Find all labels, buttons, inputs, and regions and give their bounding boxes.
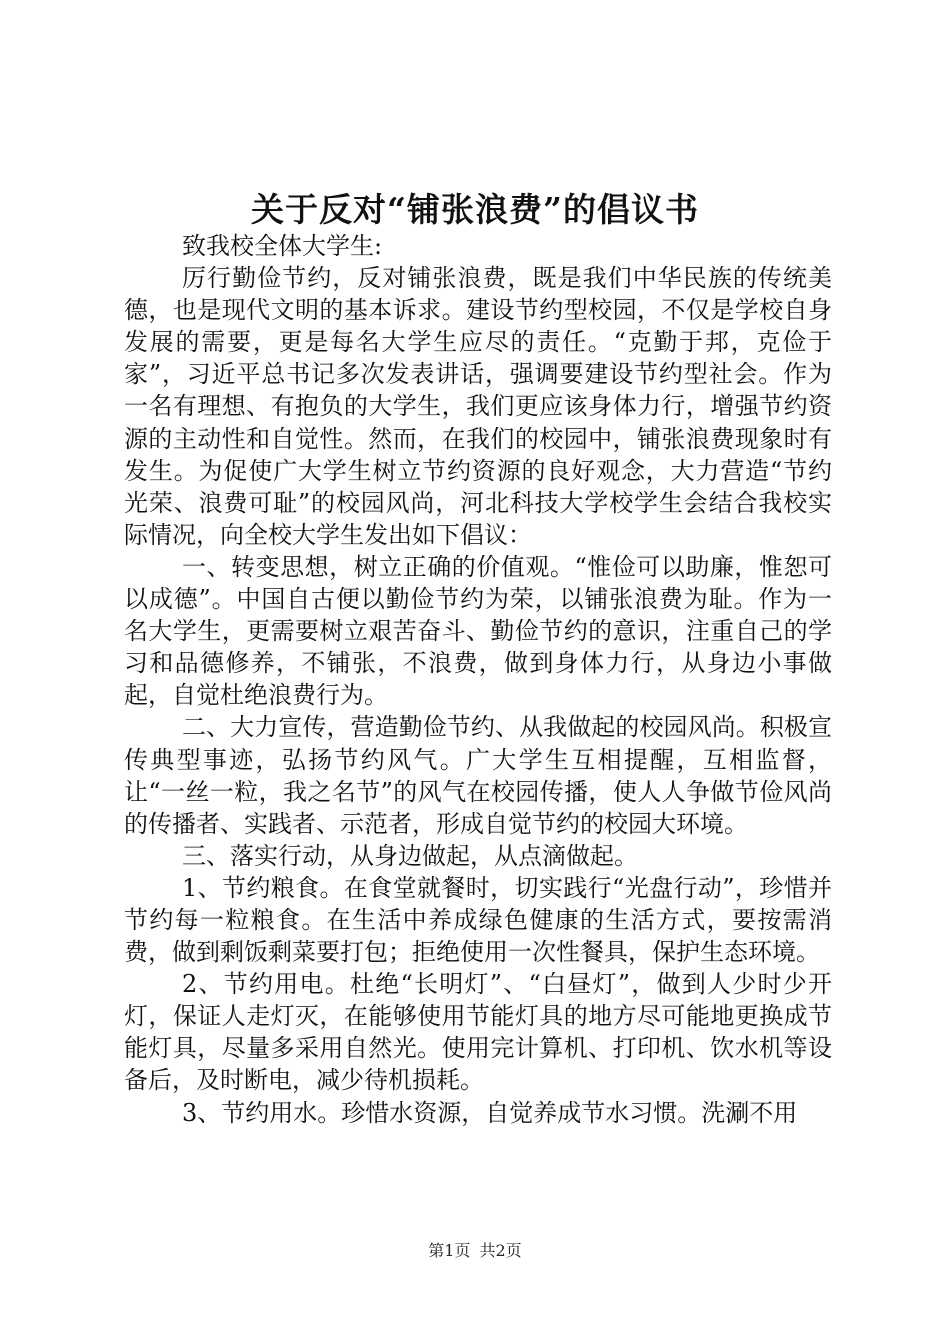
paragraph-save-water: 3、节约用水。珍惜水资源，自觉养成节水习惯。洗涮不用 [182, 1098, 798, 1127]
document-title: 关于反对“铺张浪费”的倡议书 [251, 190, 699, 229]
page-total: 共2页 [479, 1241, 522, 1260]
page-footer [0, 1240, 950, 1262]
salutation: 致我校全体大学生: [182, 232, 383, 260]
paragraph-intro: 厉行勤俭节约，反对铺张浪费，既是我们中华民族的传统美德，也是现代文明的基本诉求。建设节约型校园，不仅是学校自身发展的需要，更是每名大学生应尽的责任。“克勤于邦，克俭于家”，习近平总书记多次发表讲话，强调要建设节约型社会。作为一名有理想、有抱负的大学生，我们更应该身体力行，增强节约资源的主动性和自觉性。然而，在我们的校园中，铺张浪费现象时有发生。为促使广大学生树立节约资源的良好观念，大力营造“节约光荣、浪费可耻”的校园风尚，河北科技大学校学生会结合我校实际情况，向全校大学生发出如下倡议： [124, 264, 832, 549]
paragraph-save-electricity: 2、节约用电。杜绝“长明灯”、“白昼灯”，做到人少时少开灯，保证人走灯灭，在能够使用节能灯具的地方尽可能地更换成节能灯具，尽量多采用自然光。使用完计算机、打印机、饮水机等设备后，及时断电，减少待机损耗。 [124, 970, 832, 1095]
paragraph-point-2: 二、大力宣传，营造勤俭节约、从我做起的校园风尚。积极宣传典型事迹，弘扬节约风气。广大学生互相提醒，互相监督，让“一丝一粒，我之名节”的风气在校园传播，使人人争做节俭风尚的传播者、实践者、示范者，形成自觉节约的校园大环境。 [124, 713, 832, 838]
paragraph-point-1: 一、转变思想，树立正确的价值观。“惟俭可以助廉，惟恕可以成德”。中国自古便以勤俭节约为荣，以铺张浪费为耻。作为一名大学生，更需要树立艰苦奋斗、勤俭节约的意识，注重自己的学习和品德修养，不铺张，不浪费，做到身体力行，从身边小事做起，自觉杜绝浪费行为。 [124, 552, 832, 710]
document-body [124, 230, 832, 1129]
paragraph-point-3: 三、落实行动，从身边做起，从点滴做起。 [182, 841, 638, 870]
paragraph-save-food: 1、节约粮食。在食堂就餐时，切实践行“光盘行动”，珍惜并节约每一粒粮食。在生活中养成绿色健康的生活方式，要按需消费，做到剩饭剩菜要打包；拒绝使用一次性餐具，保护生态环境。 [124, 873, 832, 967]
page-number: 第1页 [428, 1241, 471, 1260]
